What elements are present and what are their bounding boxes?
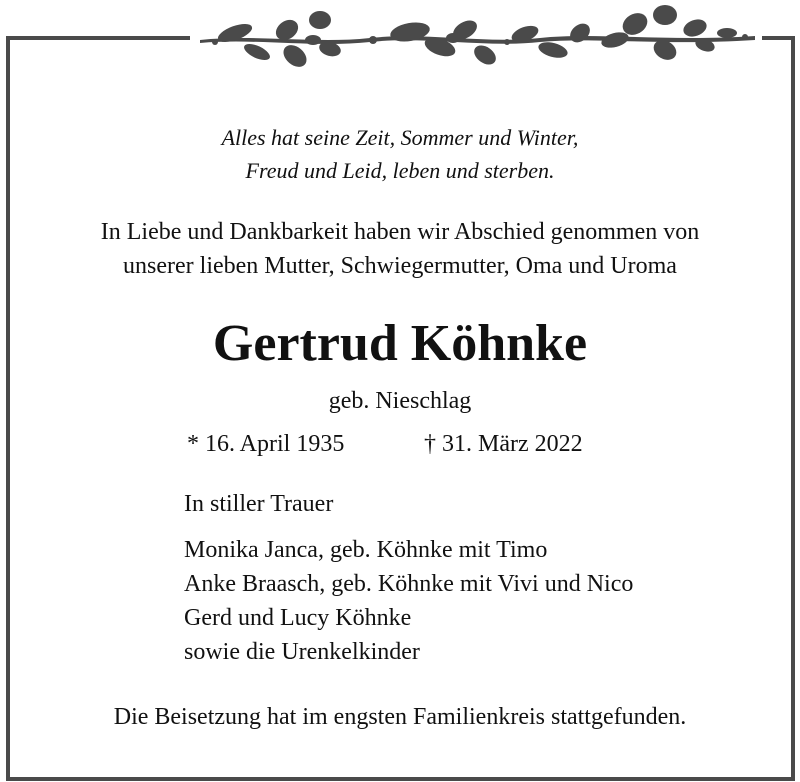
mourner-line: Gerd und Lucy Köhnke	[184, 605, 412, 631]
leaf-branch-ornament-icon	[195, 0, 760, 78]
mourner-line: sowie die Urenkelkinder	[184, 639, 420, 665]
maiden-name: geb. Nieschlag	[328, 388, 472, 414]
deceased-name: Gertrud Köhnke	[212, 315, 588, 372]
burial-note: Die Beisetzung hat im engsten Familienkreis stattgefunden.	[113, 704, 687, 730]
intro-line-2: unserer lieben Mutter, Schwiegermutter, Oma und Uroma	[123, 253, 677, 279]
motto-line-2: Freud und Leid, leben und sterben.	[245, 158, 555, 183]
motto-line-1: Alles hat seine Zeit, Sommer und Winter,	[221, 125, 579, 150]
death-date: † 31. März 2022	[424, 431, 583, 457]
birth-date: * 16. April 1935	[187, 431, 345, 457]
mourners-heading: In stiller Trauer	[184, 491, 334, 517]
mourner-line: Monika Janca, geb. Köhnke mit Timo	[184, 537, 548, 563]
mourner-line: Anke Braasch, geb. Köhnke mit Vivi und Nico	[184, 571, 634, 597]
intro-line-1: In Liebe und Dankbarkeit haben wir Abschied genommen von	[100, 219, 700, 245]
